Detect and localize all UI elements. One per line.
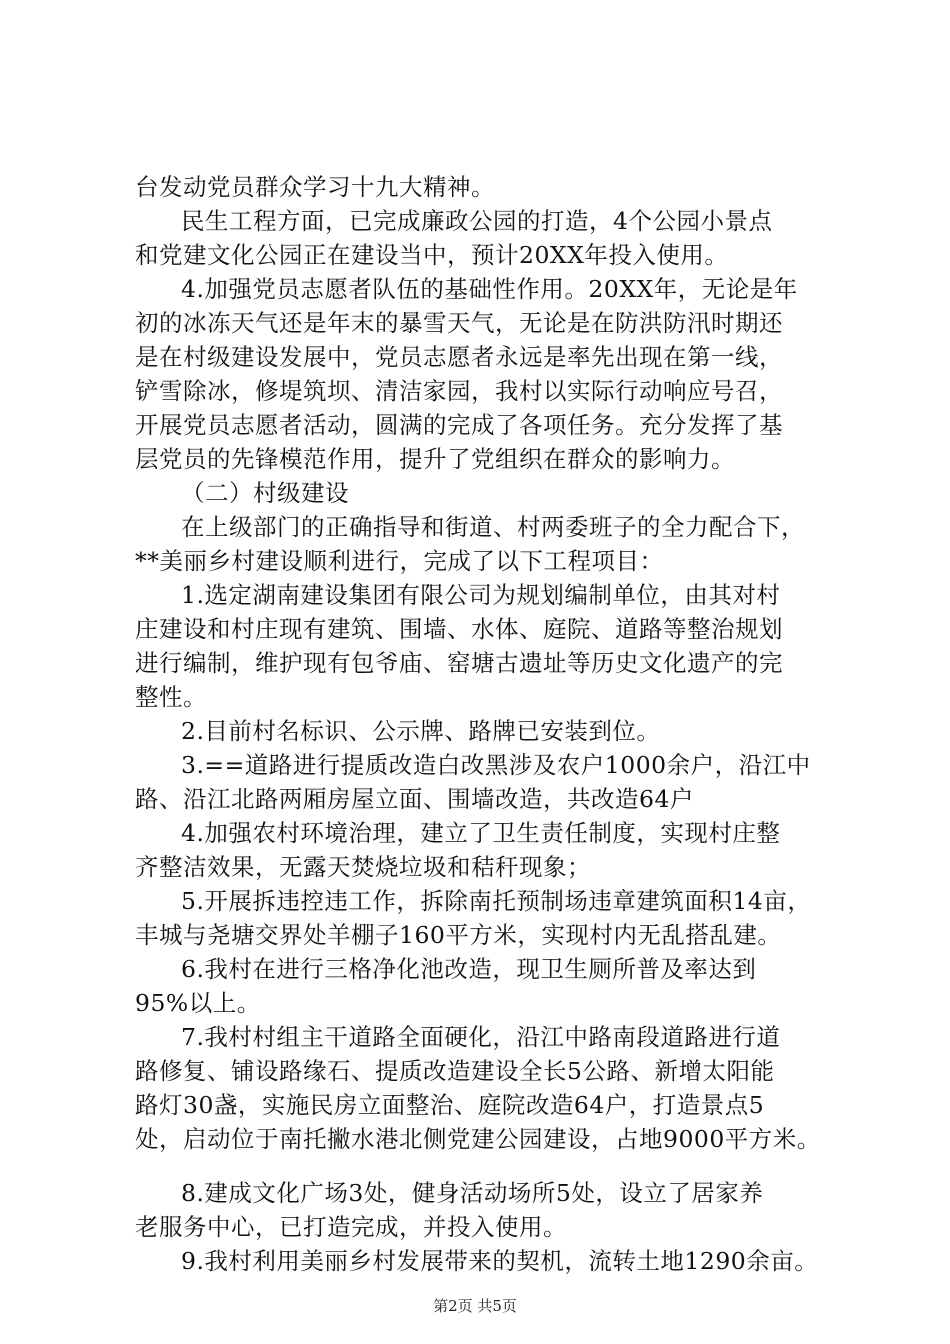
text-line: 台发动党员群众学习十九大精神。 (135, 173, 495, 201)
text-line: 3.==道路进行提质改造白改黑涉及农户1000余户，沿江中 (181, 751, 811, 779)
text-line: 初的冰冻天气还是年末的暴雪天气，无论是在防洪防汛时期还 (135, 309, 783, 337)
text-line: 和党建文化公园正在建设当中，预计20XX年投入使用。 (135, 241, 729, 269)
text-line: 开展党员志愿者活动，圆满的完成了各项任务。充分发挥了基 (135, 411, 783, 439)
text-line: 层党员的先锋模范作用，提升了党组织在群众的影响力。 (135, 445, 735, 473)
text-line: 1.选定湖南建设集团有限公司为规划编制单位，由其对村 (181, 581, 781, 609)
text-line: 9.我村利用美丽乡村发展带来的契机，流转土地1290余亩。 (181, 1247, 819, 1275)
text-line: 8.建成文化广场3处，健身活动场所5处，设立了居家养 (181, 1179, 764, 1207)
text-line: 4.加强党员志愿者队伍的基础性作用。20XX年，无论是年 (181, 275, 798, 303)
text-line: 6.我村在进行三格净化池改造，现卫生厕所普及率达到 (181, 955, 757, 983)
text-line: 4.加强农村环境治理，建立了卫生责任制度，实现村庄整 (181, 819, 781, 847)
text-line: **美丽乡村建设顺利进行，完成了以下工程项目： (135, 547, 664, 575)
page-footer: 第2页 共5页 (433, 1297, 517, 1315)
text-line: 5.开展拆违控违工作，拆除南托预制场违章建筑面积14亩， (181, 887, 812, 915)
text-line: 铲雪除冰，修堤筑坝、清洁家园，我村以实际行动响应号召， (135, 377, 783, 405)
text-line: 路修复、铺设路缘石、提质改造建设全长5公路、新增太阳能 (135, 1057, 775, 1085)
text-line: 齐整洁效果，无露天焚烧垃圾和秸秆现象； (135, 853, 591, 881)
text-line: 处，启动位于南托撇水港北侧党建公园建设，占地9000平方米。 (135, 1125, 821, 1153)
text-line: 7.我村村组主干道路全面硬化，沿江中路南段道路进行道 (181, 1023, 781, 1051)
text-line: 在上级部门的正确指导和街道、村两委班子的全力配合下， (181, 513, 805, 541)
text-line: 丰城与尧塘交界处羊棚子160平方米，实现村内无乱搭乱建。 (135, 921, 782, 949)
text-line: 95%以上。 (135, 989, 261, 1017)
text-line: 民生工程方面，已完成廉政公园的打造，4个公园小景点 (181, 207, 773, 235)
text-line: 是在村级建设发展中，党员志愿者永远是率先出现在第一线， (135, 343, 783, 371)
section-heading: （二）村级建设 (181, 479, 349, 507)
text-line: 2.目前村名标识、公示牌、路牌已安装到位。 (181, 717, 661, 745)
text-line: 进行编制，维护现有包爷庙、窑塘古遗址等历史文化遗产的完 (135, 649, 783, 677)
text-line: 路、沿江北路两厢房屋立面、围墙改造，共改造64户 (135, 785, 694, 813)
text-line: 老服务中心，已打造完成，并投入使用。 (135, 1213, 567, 1241)
text-line: 庄建设和村庄现有建筑、围墙、水体、庭院、道路等整治规划 (135, 615, 783, 643)
text-line: 路灯30盏，实施民房立面整治、庭院改造64户，打造景点5 (135, 1091, 765, 1119)
text-line: 整性。 (135, 683, 207, 711)
